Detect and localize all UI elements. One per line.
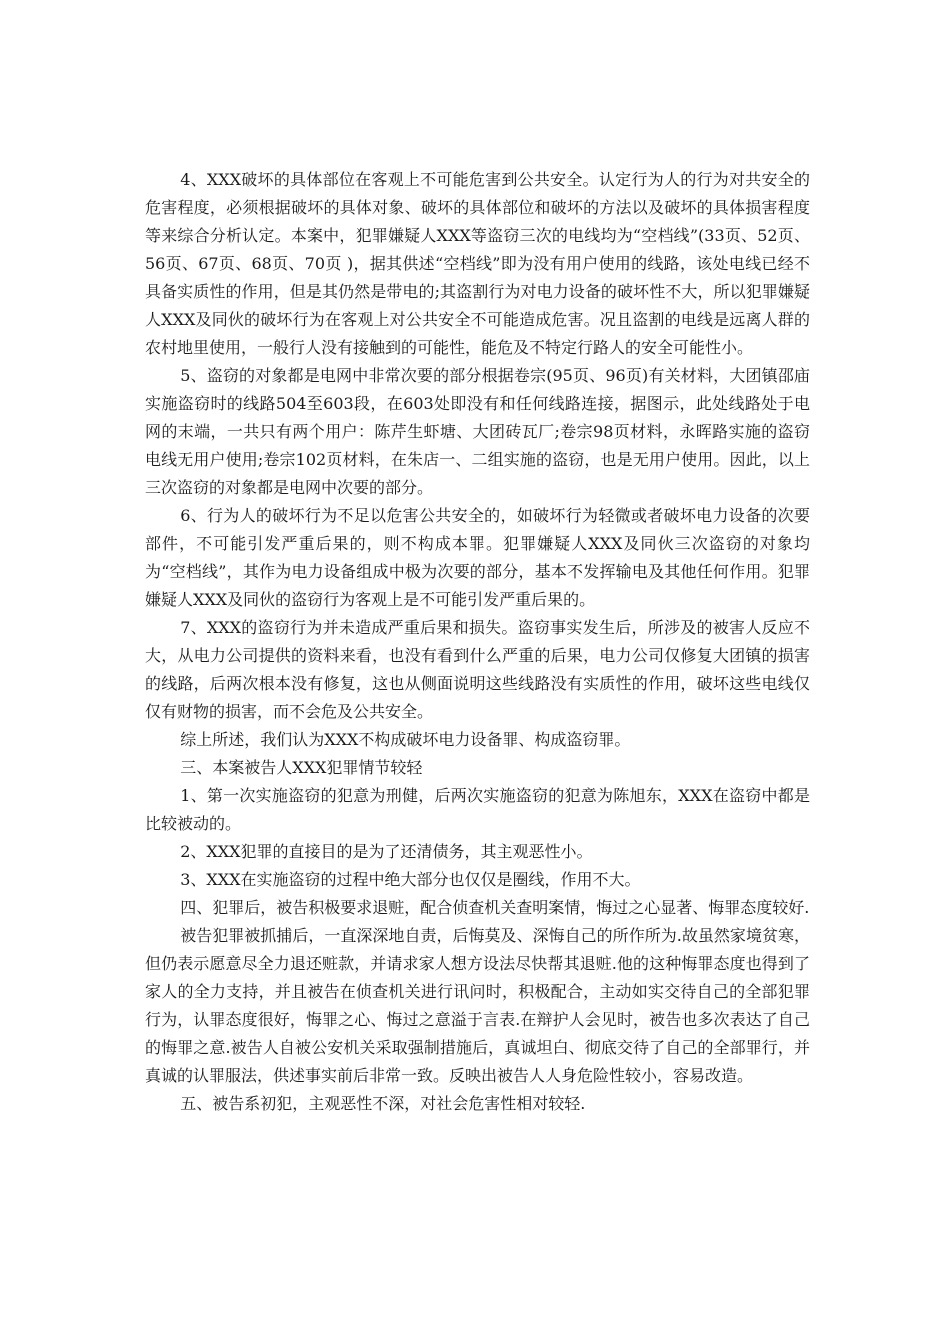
section-heading-3: 三、本案被告人XXX犯罪情节较轻 [180,758,423,777]
paragraph-repentance: 被告犯罪被抓捕后，一直深深地自责，后悔莫及、深悔自己的所作所为.故虽然家境贫寒，但仍表示愿意尽全力退还赃款，并请求家人想方设法尽快帮其退赃.他的这种悔罪态度也得到了家人的全力支持，并且被告在侦查机关进行讯问时，积极配合，主动如实交待自己的全部犯罪行为，认罪态度很好，悔罪之心、悔过之意溢于言表.在辩护人会见时，被告也多次表达了自己的悔罪之意.被告人自被公安机关采取强制措施后，真诚坦白、彻底交待了自己的全部罪行，并真诚的认罪服法，供述事实前后非常一致。反映出被告人人身危险性较小，容易改造。 [145,926,810,1085]
paragraph-point-4: 4、XXX破坏的具体部位在客观上不可能危害到公共安全。认定行为人的行为对共安全的危害程度，必须根据破坏的具体对象、破坏的具体部位和破坏的方法以及破坏的具体损害程度等来综合分析认定。本案中，犯罪嫌疑人XXX等盗窃三次的电线均为“空档线”(33页、52页、56页、67页、68页、70页 )，据其供述“空档线”即为没有用户使用的线路，该处电线已经不具备实质性的作用，但是其仍然是带电的;其盗割行为对电力设备的破坏性不大，所以犯罪嫌疑人XXX及同伙的破坏行为在客观上对公共安全不可能造成危害。况且盗割的电线是远离人群的农村地里使用，一般行人没有接触到的可能性，能危及不特定行路人的安全可能性小。 [145,170,810,357]
section-heading-5: 五、被告系初犯，主观恶性不深，对社会危害性相对较轻. [180,1094,586,1113]
section-heading-4: 四、犯罪后，被告积极要求退赃，配合侦查机关查明案情，悔过之心显著、悔罪态度较好. [180,898,810,917]
paragraph-item-2: 2、XXX犯罪的直接目的是为了还清债务，其主观恶性小。 [180,842,593,861]
paragraph-point-6: 6、行为人的破坏行为不足以危害公共安全的，如破坏行为轻微或者破坏电力设备的次要部件，不可能引发严重后果的，则不构成本罪。犯罪嫌疑人XXX及同伙三次盗窃的对象均为“空档线”，其作为电力设备组成中极为次要的部分，基本不发挥输电及其他任何作用。犯罪嫌疑人XXX及同伙的盗窃行为客观上是不可能引发严重后果的。 [145,506,810,609]
paragraph-point-7: 7、XXX的盗窃行为并未造成严重后果和损失。盗窃事实发生后，所涉及的被害人反应不大，从电力公司提供的资料来看，也没有看到什么严重的后果，电力公司仅修复大团镇的损害的线路，后两次根本没有修复，这也从侧面说明这些线路没有实质性的作用，破坏这些电线仅仅有财物的损害，而不会危及公共安全。 [145,618,810,721]
paragraph-summary: 综上所述，我们认为XXX不构成破坏电力设备罪、构成盗窃罪。 [180,730,631,749]
paragraph-item-1: 1、第一次实施盗窃的犯意为刑健，后两次实施盗窃的犯意为陈旭东，XXX在盗窃中都是比较被动的。 [145,786,810,833]
paragraph-item-3: 3、XXX在实施盗窃的过程中绝大部分也仅仅是圈线，作用不大。 [180,870,641,889]
paragraph-point-5: 5、盗窃的对象都是电网中非常次要的部分根据卷宗(95页、96页)有关材料，大团镇邵庙实施盗窃时的线路504至603段，在603处即没有和任何线路连接，据图示，此处线路处于电网的末端，一共只有两个用户：陈芹生虾塘、大团砖瓦厂;卷宗98页材料，永晖路实施的盗窃电线无用户使用;卷宗102页材料，在朱店一、二组实施的盗窃，也是无用户使用。因此，以上三次盗窃的对象都是电网中次要的部分。 [145,366,810,497]
document-body [145,166,810,1118]
